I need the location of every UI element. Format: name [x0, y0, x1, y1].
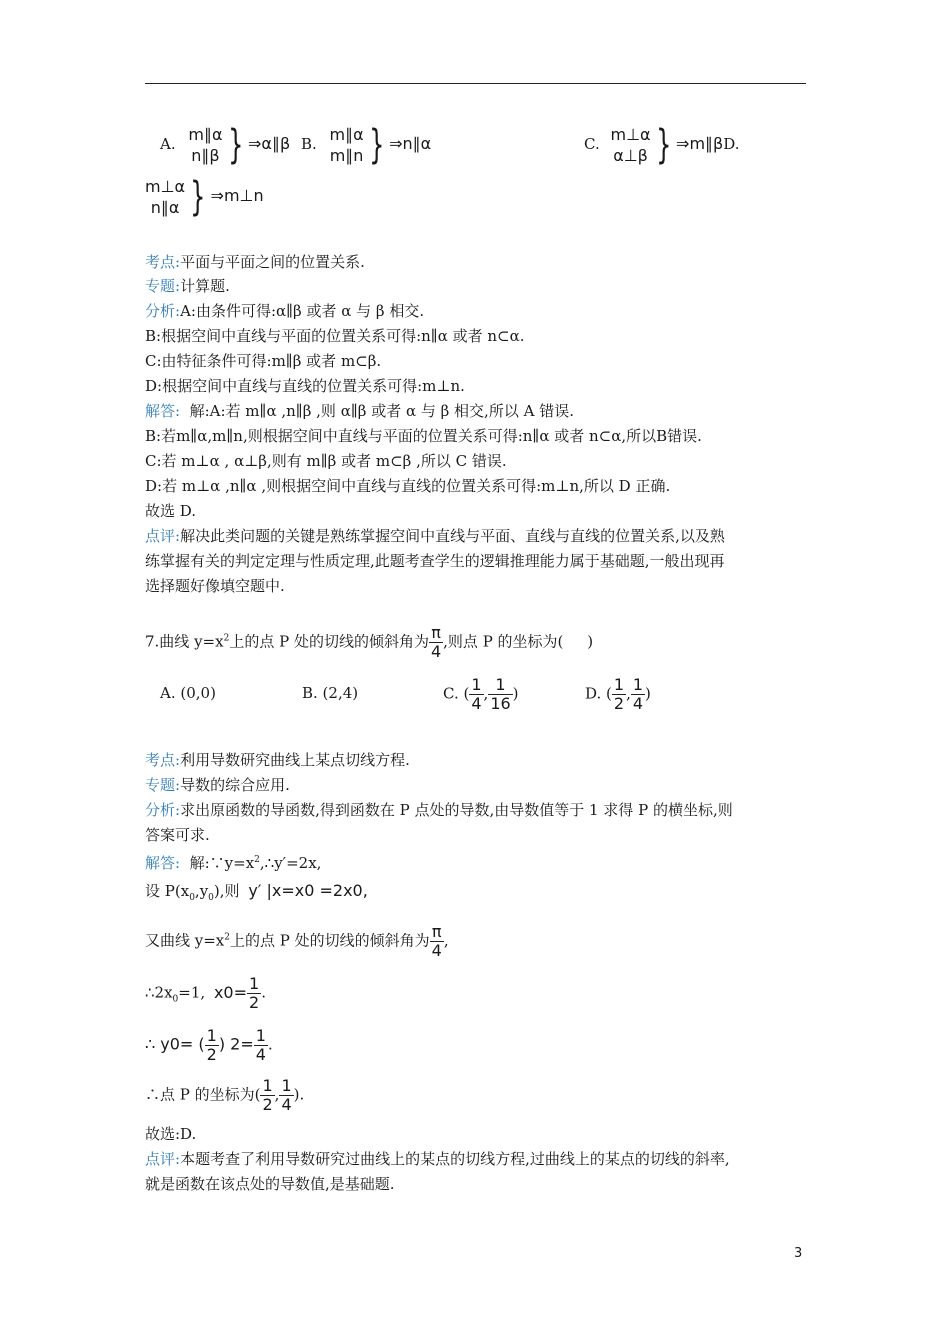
page-number: 3	[794, 1246, 803, 1261]
option-b-cond1: m∥α	[329, 125, 364, 144]
q7-set-p	[145, 880, 368, 903]
q7-option-d-label: D. (	[585, 684, 612, 703]
option-a-cond2: n∥β	[191, 146, 220, 165]
q7-dianping-2: 就是函数在该点处的导数值,是基础题.	[145, 1175, 395, 1193]
q7-therefore-3	[145, 1077, 304, 1114]
therefore-1: ∴2x	[145, 983, 173, 1002]
q7-stem-prefix: 7.曲线 y=x	[145, 632, 224, 651]
q7-option-c-label: C. (	[443, 684, 470, 703]
dianping-text: 本题考查了利用导数研究过曲线上的某点的切线方程,过曲线上的某点的切线的斜率,	[180, 1150, 730, 1168]
q7-stem-mid: 上的点 P 处的切线的倾斜角为	[229, 632, 429, 651]
dianping-tag: 点评:	[145, 527, 181, 545]
therefore-2: ∴ y0= (	[145, 1034, 205, 1054]
frac-1-2	[612, 676, 626, 713]
q6-jieda	[145, 401, 574, 421]
q7-zhuanti	[145, 775, 290, 795]
q7-therefore-2	[145, 1027, 273, 1064]
y0-mid: ) 2=	[218, 1034, 254, 1054]
frac-num: 1	[471, 675, 482, 694]
frac-1-2	[205, 1027, 219, 1064]
q6-options-row2	[145, 176, 264, 218]
frac-num: 1	[206, 1026, 217, 1045]
frac-num: 1	[249, 974, 260, 993]
dianping-tag: 点评:	[145, 1150, 181, 1168]
set-p-suffix: ),则	[213, 882, 240, 900]
q7-stem-sup: 2	[223, 633, 230, 644]
frac-num: π	[429, 624, 443, 643]
frac-den: 2	[262, 1095, 273, 1114]
option-a-label: A.	[160, 135, 176, 153]
q7-option-b: B. (2,4)	[302, 684, 359, 702]
option-d-label: D.	[723, 135, 740, 153]
q7-guxuan: 故选:D.	[145, 1125, 197, 1143]
option-b-result: ⇒n∥α	[389, 134, 432, 153]
frac-num: 1	[632, 675, 644, 694]
again-prefix: 又曲线 y=x	[145, 931, 225, 950]
q6-fenxi-c: C:由特征条件可得:m∥β 或者 m⊂β.	[145, 352, 382, 370]
kaodian-text: 平面与平面之间的位置关系.	[180, 253, 365, 271]
option-c-result: ⇒m∥β	[676, 134, 724, 153]
jieda-text: 解:A:若 m∥α ,n∥β ,则 α∥β 或者 α 与 β 相交,所以 A 错误.	[180, 402, 574, 420]
kaodian-tag: 考点:	[145, 751, 181, 769]
x0-expression: x0=	[213, 982, 248, 1002]
set-p-mid: ,y	[194, 882, 209, 900]
q7-fenxi-2: 答案可求.	[145, 826, 210, 844]
frac-1-2	[260, 1077, 274, 1114]
frac-den: 2	[613, 694, 625, 713]
q6-fenxi-b: B:根据空间中直线与平面的位置关系可得:n∥α 或者 n⊂α.	[145, 327, 525, 345]
frac-1-4	[279, 1077, 293, 1114]
frac-den: 4	[431, 941, 442, 960]
q6-guxuan: 故选 D.	[145, 502, 197, 520]
q6-jieda-d: D:若 m⊥α ,n∥α ,则根据空间中直线与直线的位置关系可得:m⊥n,所以 D 正确.	[145, 477, 671, 495]
sub: 0	[172, 994, 179, 1005]
fenxi-text: 求出原函数的导函数,得到函数在 P 点处的导数,由导数值等于 1 求得 P 的横坐标,则	[180, 801, 733, 819]
option-c-label: C.	[584, 135, 600, 153]
frac-num: 1	[613, 675, 625, 694]
q6-jieda-b: B:若m∥α,m∥n,则根据空间中直线与平面的位置关系可得:n∥α 或者 n⊂α,所以B错误.	[145, 427, 702, 445]
brace-icon: }	[655, 122, 671, 168]
frac-1-4	[469, 676, 483, 713]
option-b-conditions	[330, 124, 364, 166]
frac-den: 16	[490, 694, 511, 713]
q6-dianping	[145, 526, 725, 546]
frac-num: 1	[281, 1076, 292, 1095]
q7-option-a: A. (0,0)	[160, 684, 216, 702]
q7-stem-suffix: ,则点 P 的坐标为( )	[443, 632, 594, 651]
dianping-text: 解决此类问题的关键是熟练掌握空间中直线与平面、直线与直线的位置关系,以及熟	[180, 527, 725, 545]
q6-zhuanti	[145, 276, 230, 296]
jieda-tag: 解答:	[145, 854, 181, 872]
option-d-conditions	[145, 176, 185, 218]
q7-kaodian	[145, 750, 410, 770]
therefore-3: ∴点 P 的坐标为(	[145, 1085, 261, 1104]
q6-kaodian	[145, 252, 365, 272]
frac-1-4	[631, 676, 645, 713]
q6-fenxi	[145, 301, 424, 321]
frac-num: 1	[262, 1076, 273, 1095]
q7-therefore-1	[145, 975, 266, 1012]
q7-option-c	[443, 676, 519, 713]
fenxi-tag: 分析:	[145, 801, 181, 819]
therefore-1-eq: =1,	[178, 983, 206, 1002]
kaodian-tag: 考点:	[145, 253, 181, 271]
again-mid: 上的点 P 处的切线的倾斜角为	[230, 931, 430, 950]
frac-1-2	[247, 975, 261, 1012]
kaodian-text: 利用导数研究曲线上某点切线方程.	[180, 751, 410, 769]
option-c-cond2: α⊥β	[613, 146, 648, 165]
zhuanti-text: 导数的综合应用.	[180, 776, 290, 794]
frac-den: 2	[249, 993, 260, 1012]
q6-fenxi-d: D:根据空间中直线与直线的位置关系可得:m⊥n.	[145, 377, 465, 395]
close-paren: )	[645, 684, 651, 703]
frac-den: 4	[632, 694, 644, 713]
comma: ,	[483, 684, 489, 703]
brace-icon: }	[227, 122, 243, 168]
fenxi-tag: 分析:	[145, 302, 181, 320]
pi-over-4-fraction	[429, 624, 443, 661]
brace-icon: }	[368, 122, 385, 168]
option-b-cond2: m∥n	[329, 146, 364, 165]
option-a-cond1: m∥α	[188, 125, 223, 144]
q7-jieda	[145, 850, 321, 873]
period: .	[261, 983, 266, 1002]
option-d-result: ⇒m⊥n	[210, 186, 264, 205]
close-paren: )	[512, 684, 519, 703]
q7-dianping	[145, 1149, 730, 1169]
frac-den: 2	[206, 1045, 217, 1064]
sub: 0	[189, 893, 195, 903]
q7-again	[145, 923, 449, 960]
zhuanti-tag: 专题:	[145, 277, 181, 295]
option-a-result: ⇒α∥β	[247, 134, 291, 153]
q6-options-row1	[160, 124, 431, 166]
zhuanti-tag: 专题:	[145, 776, 181, 794]
jieda-tag: 解答:	[145, 402, 181, 420]
fenxi-text: A:由条件可得:α∥β 或者 α 与 β 相交.	[180, 302, 425, 320]
q6-dianping-3: 选择题好像填空题中.	[145, 577, 285, 595]
sub: 0	[208, 893, 214, 903]
frac-1-16	[488, 676, 512, 713]
frac-den: 4	[281, 1095, 292, 1114]
option-b-label: B.	[300, 135, 317, 153]
frac-den: 4	[255, 1045, 266, 1064]
comma: ,	[626, 684, 631, 703]
option-c-cond1: m⊥α	[610, 125, 651, 144]
q7-stem	[145, 624, 593, 661]
option-d-cond1: m⊥α	[145, 177, 186, 196]
jieda-text-suffix: ,∴y′=2x,	[259, 854, 322, 872]
sup: 2	[254, 855, 260, 865]
frac-den: 4	[471, 694, 482, 713]
frac-1-4	[254, 1027, 268, 1064]
q6-dianping-2: 练掌握有关的判定定理与性质定理,此题考查学生的逻辑推理能力属于基础题,一般出现再	[145, 552, 725, 570]
brace-icon: }	[190, 174, 206, 220]
pi-over-4-fraction	[430, 923, 444, 960]
q6-jieda-c: C:若 m⊥α , α⊥β,则有 m∥β 或者 m⊂β ,所以 C 错误.	[145, 452, 507, 470]
zhuanti-text: 计算题.	[180, 277, 230, 295]
derivative-expression: y′ |x=x0 =2x0,	[248, 881, 368, 900]
jieda-text: 解:∵y=x	[180, 854, 255, 872]
comma: ,	[274, 1085, 280, 1104]
frac-num: 1	[255, 1026, 266, 1045]
period: .	[267, 1035, 273, 1054]
frac-num: π	[430, 923, 444, 942]
q6-options-row1-right	[584, 124, 740, 166]
q7-option-d	[585, 676, 651, 713]
header-rule	[145, 83, 806, 84]
q7-fenxi	[145, 800, 733, 820]
therefore-3-end: ).	[293, 1085, 305, 1104]
sup: 2	[224, 932, 231, 943]
option-c-conditions	[611, 124, 651, 166]
frac-num: 1	[488, 676, 512, 695]
frac-den: 4	[430, 642, 442, 661]
option-a-conditions	[188, 124, 222, 166]
set-p-prefix: 设 P(x	[145, 882, 190, 900]
option-d-cond2: n∥α	[150, 198, 180, 217]
again-suffix: ,	[443, 931, 449, 950]
